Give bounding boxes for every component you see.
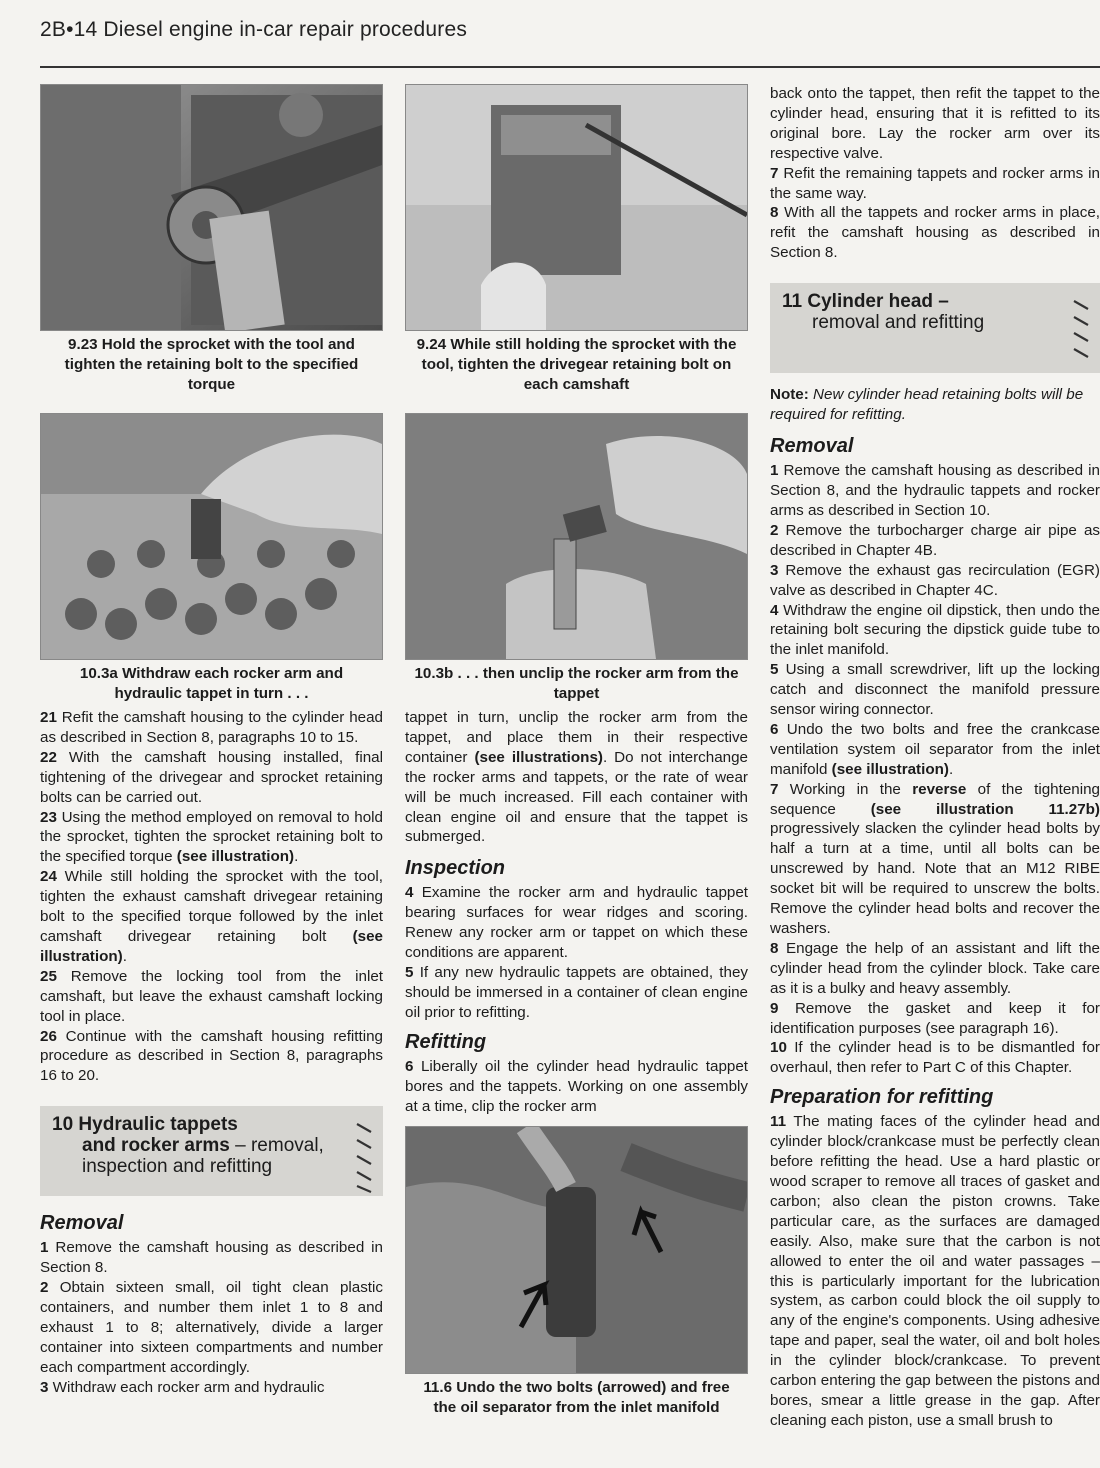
paragraph-26: 26 Continue with the camshaft housing refitting procedure as described in Section 8, paragraphs 16 to 20.	[40, 1027, 383, 1085]
heading-removal-section-11: Removal	[770, 435, 854, 458]
step-11-3: 3 Remove the exhaust gas recirculation (EGR) valve as described in Chapter 4C.	[770, 561, 1100, 599]
difficulty-spanner-icon	[353, 1118, 375, 1194]
refitting-step-6: 6 Liberally oil the cylinder head hydraulic tappet bores and the tappets. Working on one assembly at a time, clip the rocker arm	[405, 1057, 748, 1115]
refitting-step-7: 7 Refit the remaining tappets and rocker arms in the same way.	[770, 164, 1100, 202]
paragraph-6-continued: back onto the tappet, then refit the tappet to the cylinder head, ensuring that it is refitted to its original bore. Lay the rocker arm over its respective valve.	[770, 85, 1100, 162]
refitting-step-8: 8 With all the tappets and rocker arms in place, refit the camshaft housing as described in Section 8.	[770, 204, 1100, 262]
paragraph-3-continued: tappet in turn, unclip the rocker arm from the tappet, and place them in their respective container (see illustrations). Do not interchange the rocker arms and tappets, or the rate of wear will be much increased. Fill each container with clean engine oil and ensure that the tappet is submerged.	[405, 709, 749, 846]
heading-preparation-for-refitting: Preparation for refitting	[770, 1086, 994, 1109]
section-11-heading: 11 Cylinder head – removal and refitting	[770, 283, 1100, 373]
caption-10-3b: 10.3b . . . then unclip the rocker arm from the tappet	[414, 665, 739, 702]
note: Note: New cylinder head retaining bolts will be required for refitting.	[770, 386, 1084, 424]
step-11-5: 5 Using a small screwdriver, lift up the locking catch and disconnect the manifold pressure sensor wiring connector.	[770, 661, 1100, 719]
step-11-4: 4 Withdraw the engine oil dipstick, then undo the retaining bolt securing the dipstick guide tube to the inlet manifold.	[770, 601, 1100, 659]
photo-10-3b	[405, 413, 748, 660]
removal-step-1: 1 Remove the camshaft housing as described in Section 8.	[40, 1239, 383, 1277]
column-right	[770, 84, 1100, 1431]
step-11-2: 2 Remove the turbocharger charge air pipe as described in Chapter 4B.	[770, 521, 1100, 559]
column-middle	[405, 84, 748, 1418]
step-11-10: 10 If the cylinder head is to be dismantled for overhaul, then refer to Part C of this Chapter.	[770, 1039, 1100, 1077]
paragraph-24: 24 While still holding the sprocket with the tool, tighten the exhaust camshaft drivegear retaining bolt to the specified torque followed by the inlet camshaft drivegear retaining bolt (see illustration).	[40, 868, 383, 965]
step-11-6: 6 Undo the two bolts and free the crankcase ventilation system oil separator from the inlet manifold (see illustration).	[770, 720, 1100, 778]
photo-9-24	[405, 84, 748, 331]
column-left	[40, 84, 383, 1397]
step-11-7: 7 Working in the reverse of the tightening sequence (see illustration 11.27b) progressively slacken the cylinder head bolts by half a turn at a time, until all bolts can be unscrewed by hand. Note that an M12 RIBE socket bit will be required to unscrew the bolts. Remove the cylinder head bolts and recover the washers.	[770, 780, 1100, 937]
paragraph-22: 22 With the camshaft housing installed, final tightening of the drivegear and sprocket retaining bolts can be carried out.	[40, 748, 383, 806]
step-11-9: 9 Remove the gasket and keep it for identification purposes (see paragraph 16).	[770, 999, 1100, 1037]
step-11-1: 1 Remove the camshaft housing as described in Section 8, and the hydraulic tappets and rocker arms as described in Section 10.	[770, 462, 1100, 519]
caption-9-24: 9.24 While still holding the sprocket with the tool, tighten the drivegear retaining bolt on each camshaft	[416, 336, 737, 393]
page-header	[40, 14, 1100, 68]
heading-refitting: Refitting	[405, 1030, 487, 1053]
caption-9-23: 9.23 Hold the sprocket with the tool and tighten the retaining bolt to the specified torque	[64, 336, 359, 393]
caption-10-3a: 10.3a Withdraw each rocker arm and hydraulic tappet in turn . . .	[79, 665, 344, 702]
paragraph-25: 25 Remove the locking tool from the inlet camshaft, but leave the exhaust camshaft locking tool in place.	[40, 967, 383, 1025]
paragraph-21: 21 Refit the camshaft housing to the cylinder head as described in Section 8, paragraphs 10 to 15.	[40, 709, 383, 746]
heading-inspection: Inspection	[405, 857, 506, 880]
section-10-heading: 10 Hydraulic tappets and rocker arms – removal, inspection and refitting	[40, 1106, 383, 1196]
difficulty-spanner-icon	[1070, 295, 1092, 371]
removal-step-3: 3 Withdraw each rocker arm and hydraulic	[40, 1378, 325, 1396]
photo-9-23	[40, 84, 383, 331]
caption-11-6: 11.6 Undo the two bolts (arrowed) and free the oil separator from the inlet manifold	[423, 1379, 730, 1417]
photo-10-3a	[40, 413, 383, 660]
step-11-8: 8 Engage the help of an assistant and lift the cylinder head from the cylinder block. Take care as it is a bulky and heavy assembly.	[770, 939, 1100, 997]
paragraph-23: 23 Using the method employed on removal to hold the sprocket, tighten the sprocket retaining bolt to the specified torque (see illustration).	[40, 808, 383, 866]
page-title: 2B•14 Diesel engine in-car repair procedures	[40, 18, 468, 41]
removal-step-2: 2 Obtain sixteen small, oil tight clean plastic containers, and number them inlet 1 to 8 and exhaust 1 to 8; alternatively, divide a larger container into sixteen compartments and number each compartment accordingly.	[40, 1279, 383, 1376]
step-11-11: 11 The mating faces of the cylinder head and cylinder block/crankcase must be perfectly clean before refitting the head. Use a hard plastic or wood scraper to remove all traces of gasket and carbon; also clean the piston crowns. Take particular care, as the surfaces are damaged easily. Also, make sure that the carbon is not allowed to enter the oil and water passages – this is particularly important for the lubrication system, as carbon could block the oil supply to any of the engine's components. Using adhesive tape and paper, seal the water, oil and bolt holes in the cylinder block/crankcase. To prevent carbon entering the gap between the pistons and bores, smear a little grease in the gap. After cleaning each piston, use a small brush to	[770, 1113, 1100, 1429]
photo-11-6	[405, 1126, 748, 1374]
inspection-step-4: 4 Examine the rocker arm and hydraulic tappet bearing surfaces for wear ridges and scoring. Renew any rocker arm or tappet on which these conditions are apparent.	[405, 884, 748, 962]
heading-removal-section-10: Removal	[40, 1212, 124, 1235]
inspection-step-5: 5 If any new hydraulic tappets are obtained, they should be immersed in a container of clean engine oil prior to refitting.	[405, 963, 748, 1021]
